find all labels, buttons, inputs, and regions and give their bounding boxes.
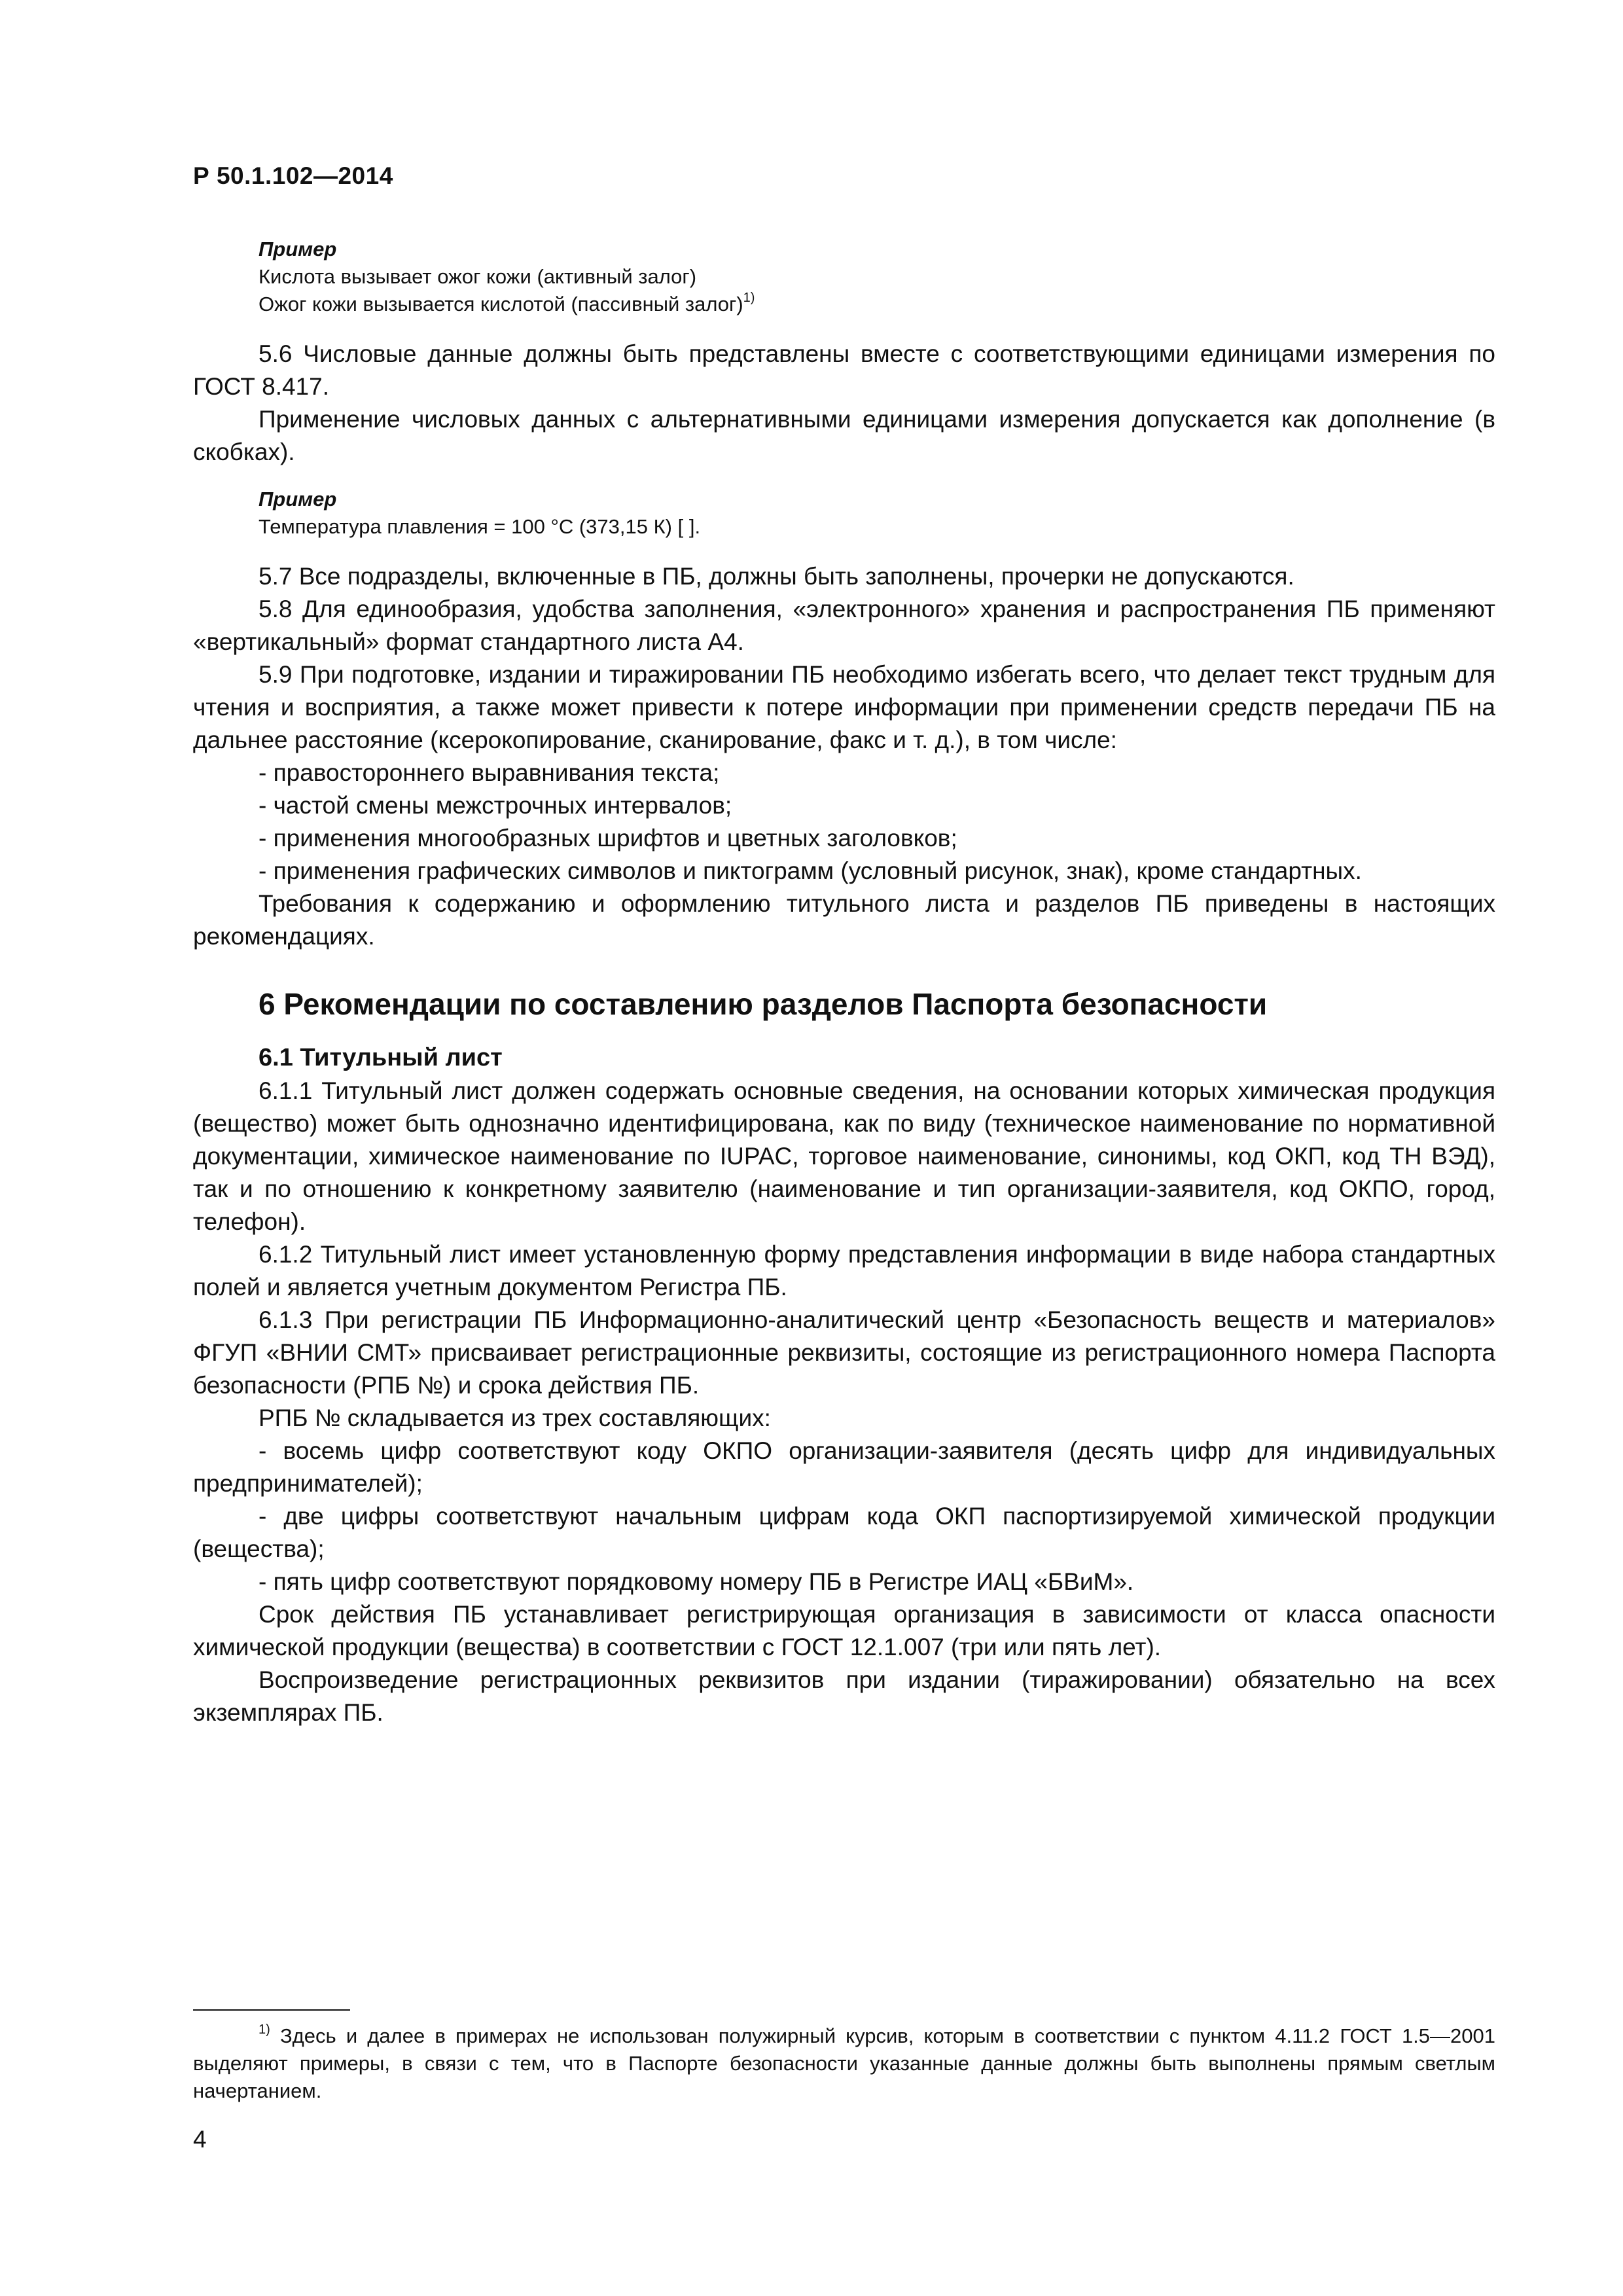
paragraph-6-1-3: 6.1.3 При регистрации ПБ Информационно-аналитический центр «Безопасность веществ и материалов» ФГУП «ВНИИ СМТ» присваивает регистрационные реквизиты, состоящие из регистрационного номера Паспорта безопасности (РПБ №) и срока действия ПБ. <box>193 1306 1495 1399</box>
example-line: Кислота вызывает ожог кожи (активный залог) <box>259 265 697 288</box>
list-item: - восемь цифр соответствуют коду ОКПО организации-заявителя (десять цифр для индивидуальных предпринимателей); <box>193 1437 1495 1497</box>
footnote <box>193 2022 1495 2105</box>
list-item: - применения многообразных шрифтов и цветных заголовков; <box>259 825 957 852</box>
example-line-text: Ожог кожи вызывается кислотой (пассивный залог) <box>259 293 743 315</box>
example-label: Пример <box>259 238 337 260</box>
list-item: - применения графических символов и пиктограмм (условный рисунок, знак), кроме стандартных. <box>259 857 1362 884</box>
paragraph: Требования к содержанию и оформлению титульного листа и разделов ПБ приведены в настоящих рекомендациях. <box>193 890 1495 950</box>
example-line: Температура плавления = 100 °С (373,15 К) [ ]. <box>259 515 701 538</box>
paragraph-5-7: 5.7 Все подразделы, включенные в ПБ, должны быть заполнены, прочерки не допускаются. <box>259 563 1294 590</box>
list-item: - пять цифр соответствуют порядковому номеру ПБ в Регистре ИАЦ «БВиМ». <box>259 1568 1134 1595</box>
footnote-text: Здесь и далее в примерах не использован полужирный курсив, которым в соответствии с пунктом 4.11.2 ГОСТ 1.5—2001 выделяют примеры, в связи с тем, что в Паспорте безопасности указанные данные должны быть выполнены прямым светлым начертанием. <box>193 2024 1495 2102</box>
paragraph-5-6: 5.6 Числовые данные должны быть представлены вместе с соответствующими единицами измерения по ГОСТ 8.417. <box>193 340 1495 400</box>
subsection-heading-6-1: 6.1 Титульный лист <box>259 1044 503 1071</box>
page-body <box>193 236 1495 1729</box>
example-line <box>259 291 1495 318</box>
paragraph-6-1-1: 6.1.1 Титульный лист должен содержать основные сведения, на основании которых химическая продукция (вещество) может быть однозначно идентифицирована, как по виду (техническое наименование по нормативной документации, химическое наименование по IUPAC, торговое наименование, синонимы, код ОКП, код ТН ВЭД), так и по отношению к конкретному заявителю (наименование и тип организации-заявителя, код ОКПО, город, телефон). <box>193 1077 1495 1235</box>
footnote-separator <box>193 2009 350 2011</box>
paragraph: Применение числовых данных с альтернативными единицами измерения допускается как дополнение (в скобках). <box>193 406 1495 465</box>
footnote-mark: 1) <box>259 2022 270 2037</box>
paragraph: Воспроизведение регистрационных реквизитов при издании (тиражировании) обязательно на всех экземплярах ПБ. <box>193 1666 1495 1726</box>
paragraph: Срок действия ПБ устанавливает регистрирующая организация в зависимости от класса опасности химической продукции (вещества) в соответствии с ГОСТ 12.1.007 (три или пять лет). <box>193 1601 1495 1660</box>
example-label: Пример <box>259 488 337 511</box>
example-block-1 <box>259 236 1495 318</box>
paragraph-5-9: 5.9 При подготовке, издании и тиражировании ПБ необходимо избегать всего, что делает текст трудным для чтения и восприятия, а также может привести к потере информации при применении средств передачи ПБ на дальнее расстояние (ксерокопирование, сканирование, факс и т. д.), в том числе: <box>193 661 1495 753</box>
footnote-ref: 1) <box>743 291 755 305</box>
example-block-2 <box>259 486 1495 541</box>
paragraph-6-1-2: 6.1.2 Титульный лист имеет установленную форму представления информации в виде набора стандартных полей и является учетным документом Регистра ПБ. <box>193 1241 1495 1300</box>
list-item: - частой смены межстрочных интервалов; <box>259 792 732 819</box>
page-number: 4 <box>193 2126 207 2153</box>
section-heading-6: 6 Рекомендации по составлению разделов Паспорта безопасности <box>259 987 1268 1021</box>
paragraph: РПБ № складывается из трех составляющих: <box>259 1405 771 1431</box>
list-item: - правостороннего выравнивания текста; <box>259 759 720 786</box>
paragraph-5-8: 5.8 Для единообразия, удобства заполнения, «электронного» хранения и распространения ПБ применяют «вертикальный» формат стандартного листа А4. <box>193 596 1495 655</box>
document-code: Р 50.1.102—2014 <box>193 162 393 189</box>
list-item: - две цифры соответствуют начальным цифрам кода ОКП паспортизируемой химической продукции (вещества); <box>193 1503 1495 1562</box>
